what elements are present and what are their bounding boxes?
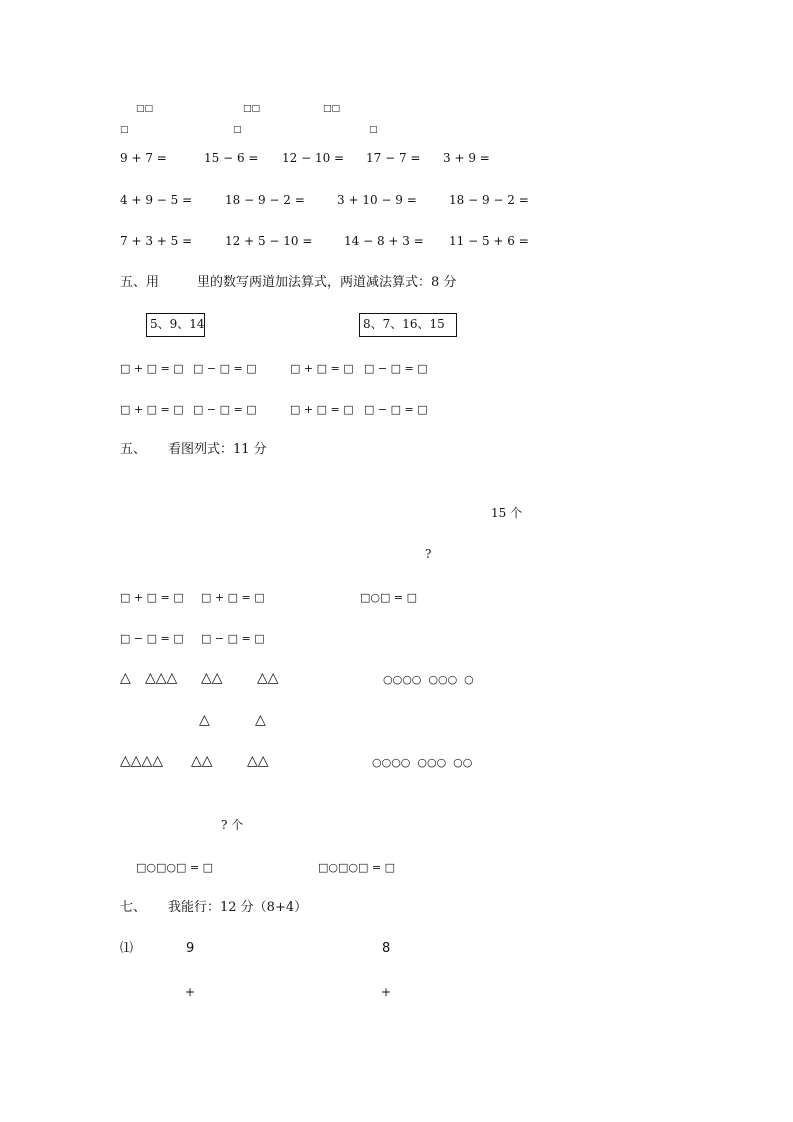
section-heading: 五、 — [120, 442, 147, 457]
top-box-5: □ — [233, 125, 242, 135]
triangle-group: △△△△ — [120, 753, 164, 769]
equation: 18 − 9 − 2 = — [449, 193, 529, 207]
blank-equation: □ + □ = □ — [290, 362, 354, 375]
equation: 15 − 6 = — [204, 151, 259, 165]
circle-group: ○○○○ ○○○ ○ — [383, 673, 474, 686]
equation: 3 + 9 = — [443, 151, 490, 165]
section-heading: 七、 — [120, 900, 147, 915]
section-heading: 五、用 — [120, 275, 160, 290]
blank-equation: □ − □ = □ — [364, 362, 428, 375]
equation: 12 − 10 = — [282, 151, 345, 165]
number-8: 8 — [382, 941, 391, 956]
question-mark: ? — [425, 547, 432, 561]
question-count-label: ? 个 — [221, 818, 244, 832]
equation: 7 + 3 + 5 = — [120, 234, 193, 248]
triangle-group: △ — [120, 670, 131, 686]
equation: 12 + 5 − 10 = — [225, 234, 313, 248]
item-number: ⑴ — [120, 941, 134, 956]
blank-equation: □ − □ = □ — [120, 632, 184, 645]
blank-equation: □ + □ = □ — [120, 591, 184, 604]
count-label: 15 个 — [491, 506, 523, 520]
blank-equation: □ + □ = □ — [120, 362, 184, 375]
equation: 3 + 10 − 9 = — [337, 193, 417, 207]
blank-equation: □○□○□ = □ — [318, 861, 395, 874]
triangle-group: △△ — [191, 753, 213, 769]
section-heading-rest: 我能行：12 分（8+4） — [168, 900, 308, 915]
blank-equation: □ + □ = □ — [290, 403, 354, 416]
number-9: 9 — [186, 941, 195, 956]
blank-equation: □ + □ = □ — [201, 591, 265, 604]
blank-equation: □ − □ = □ — [193, 403, 257, 416]
plus-sign: + — [185, 985, 196, 999]
triangle-group: △△ — [257, 670, 279, 686]
number-box-1: 5、9、14 — [146, 313, 205, 337]
blank-equation: □ − □ = □ — [193, 362, 257, 375]
circle-group: ○○○○ ○○○ ○○ — [372, 756, 473, 769]
top-box-3: □□ — [323, 104, 341, 114]
number-box-2: 8、7、16、15 — [359, 313, 457, 337]
blank-equation: □ − □ = □ — [364, 403, 428, 416]
plus-sign: + — [381, 985, 392, 999]
top-box-1: □□ — [136, 104, 154, 114]
section-heading-rest: 看图列式：11 分 — [168, 442, 267, 457]
blank-equation: □○□○□ = □ — [136, 861, 213, 874]
equation: 9 + 7 = — [120, 151, 167, 165]
blank-equation: □○□ = □ — [360, 591, 417, 604]
triangle-group: △△△ — [145, 670, 178, 686]
triangle-group: △ — [255, 712, 266, 728]
equation: 18 − 9 − 2 = — [225, 193, 305, 207]
triangle-group: △△ — [247, 753, 269, 769]
equation: 17 − 7 = — [366, 151, 421, 165]
equation: 11 − 5 + 6 = — [449, 234, 529, 248]
equation: 14 − 8 + 3 = — [344, 234, 424, 248]
top-box-2: □□ — [243, 104, 261, 114]
top-box-6: □ — [369, 125, 378, 135]
equation: 4 + 9 − 5 = — [120, 193, 193, 207]
blank-equation: □ + □ = □ — [120, 403, 184, 416]
triangle-group: △△ — [201, 670, 223, 686]
section-heading-rest: 里的数写两道加法算式，两道减法算式：8 分 — [197, 275, 457, 290]
blank-equation: □ − □ = □ — [201, 632, 265, 645]
triangle-group: △ — [199, 712, 210, 728]
top-box-4: □ — [120, 125, 129, 135]
